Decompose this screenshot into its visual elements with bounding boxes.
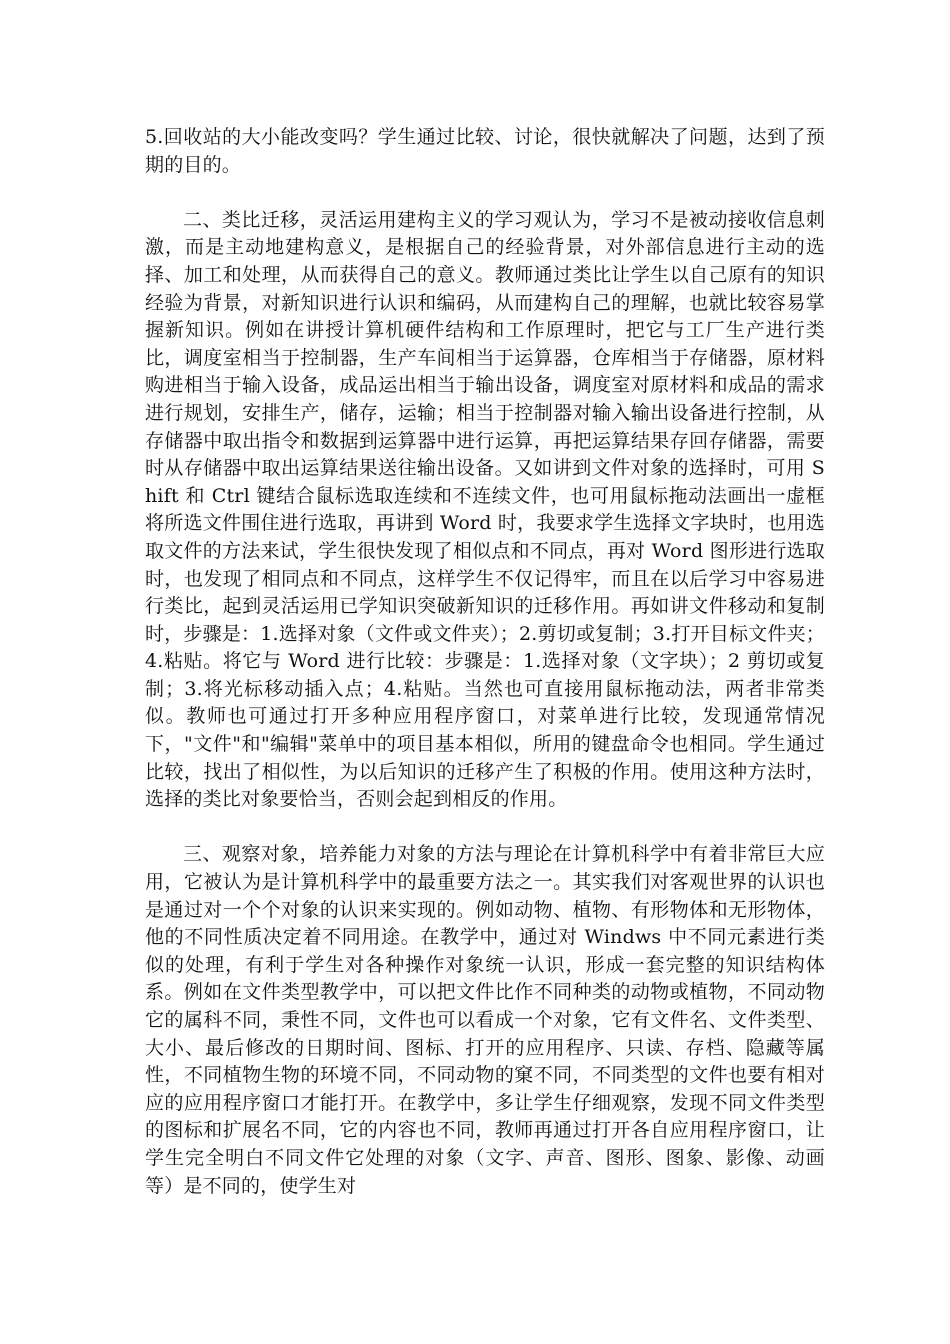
paragraph-analogy-transfer: 二、类比迁移，灵活运用建构主义的学习观认为，学习不是被动接收信息刺激，而是主动地建构意义，是根据自己的经验背景，对外部信息进行主动的选择、加工和处理，从而获得自己的意义。教师通过类比让学生以自己原有的知识经验为背景，对新知识进行认识和编码，从而建构自己的理解，也就比较容易掌握新知识。例如在讲授计算机硬件结构和工作原理时，把它与工厂生产进行类比，调度室相当于控制器，生产车间相当于运算器，仓库相当于存储器，原材料购进相当于输入设备，成品运出相当于输出设备，调度室对原材料和成品的需求进行规划，安排生产，储存，运输；相当于控制器对输入输出设备进行控制，从存储器中取出指令和数据到运算器中进行运算，再把运算结果存回存储器，需要时从存储器中取出运算结果送往输出设备。又如讲到文件对象的选择时，可用 Shift 和 Ctrl 键结合鼠标选取连续和不连续文件，也可用鼠标拖动法画出一虚框将所选文件围住进行选取，再讲到 Word 时，我要求学生选择文字块时，也用选取文件的方法来试，学生很快发现了相似点和不同点，再对 Word 图形进行选取时，也发现了相同点和不同点，这样学生不仅记得牢，而且在以后学习中容易进行类比，起到灵活运用已学知识突破新知识的迁移作用。再如讲文件移动和复制时，步骤是：1.选择对象（文件或文件夹）；2.剪切或复制；3.打开目标文件夹；4.粘贴。将它与 Word 进行比较：步骤是：1.选择对象（文字块）；2 剪切或复制；3.将光标移动插入点；4.粘贴。当然也可直接用鼠标拖动法，两者非常类似。教师也可通过打开多种应用程序窗口，对菜单进行比较，发现通常情况下，"文件"和"编辑"菜单中的项目基本相似，所用的键盘命令也相同。学生通过比较，找出了相似性，为以后知识的迁移产生了积极的作用。使用这种方法时，选择的类比对象要恰当，否则会起到相反的作用。 (145, 208, 825, 811)
paragraph-recycle-bin: 5.回收站的大小能改变吗？学生通过比较、讨论，很快就解决了问题，达到了预期的目的。 (145, 126, 825, 176)
paragraph-gap (145, 814, 825, 842)
paragraph-gap (145, 179, 825, 207)
document-page (145, 124, 825, 1200)
paragraph-observe-objects: 三、观察对象，培养能力对象的方法与理论在计算机科学中有着非常巨大应用，它被认为是计算机科学中的最重要方法之一。其实我们对客观世界的认识也是通过对一个个对象的认识来实现的。例如动物、植物、有形物体和无形物体，他的不同性质决定着不同用途。在教学中，通过对 Windws 中不同元素进行类似的处理，有利于学生对各种操作对象统一认识，形成一套完整的知识结构体系。例如在文件类型教学中，可以把文件比作不同种类的动物或植物，不同动物它的属科不同，秉性不同，文件也可以看成一个对象，它有文件名、文件类型、大小、最后修改的日期时间、图标、打开的应用程序、只读、存档、隐藏等属性，不同植物生物的环境不同，不同动物的窠不同，不同类型的文件也要有相对应的应用程序窗口才能打开。在教学中，多让学生仔细观察，发现不同文件类型的图标和扩展名不同，它的内容也不同，教师再通过打开各自应用程序窗口，让学生完全明白不同文件它处理的对象（文字、声音、图形、图象、影像、动画等）是不同的，使学生对 (145, 843, 825, 1197)
